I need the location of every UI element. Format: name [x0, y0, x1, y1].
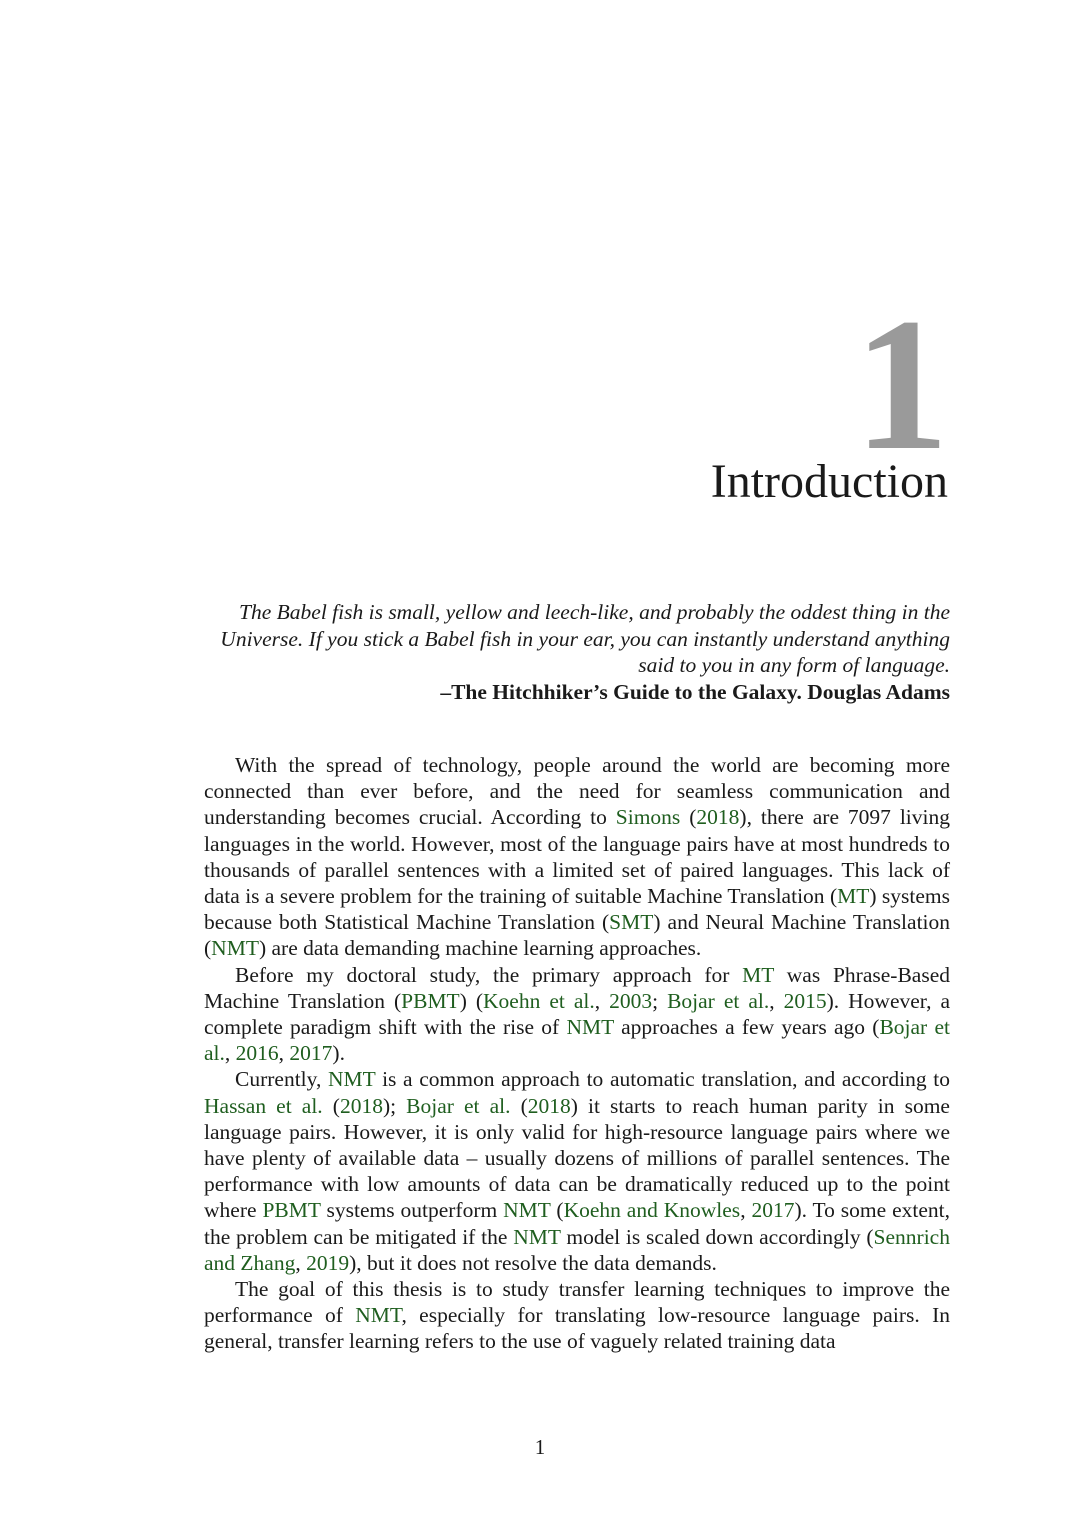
chapter-number: 1 — [854, 280, 945, 490]
body-text-run: Currently, — [235, 1067, 329, 1092]
body-text-run: ), but it does not resolve the data demands. — [349, 1250, 717, 1275]
citation-link[interactable]: 2003 — [609, 988, 653, 1013]
citation-link[interactable]: MT — [742, 962, 775, 987]
citation-link[interactable]: NMT — [328, 1067, 376, 1092]
citation-link[interactable]: 2018 — [527, 1093, 571, 1118]
body-text-run: ; — [652, 988, 668, 1013]
citation-link[interactable]: MT — [837, 884, 870, 909]
citation-link[interactable]: NMT — [355, 1303, 402, 1328]
body-text-run: ); — [382, 1093, 407, 1118]
body-text-run: systems outperform — [320, 1198, 504, 1223]
body-text-run: ( — [680, 805, 697, 830]
citation-link[interactable]: Bojar et al. — [406, 1093, 511, 1118]
body-text-run: , — [740, 1198, 752, 1223]
page-number: 1 — [534, 1435, 546, 1459]
body-text-run: Before my doctoral study, the primary approach for — [235, 962, 743, 987]
body-text-run: ) systems because both Statistical Machine Translation ( — [204, 884, 951, 935]
body-text — [204, 752, 950, 1355]
body-text-run: ). — [332, 1041, 345, 1066]
citation-link[interactable]: Simons — [615, 805, 681, 830]
body-text-run: , — [295, 1250, 307, 1275]
paragraph-4 — [204, 1276, 950, 1355]
body-text-run: ), there are 7097 living languages in the world. However, most of the language pairs have at most hundreds to thousands of parallel sentences with a limited set of paired languages. This lack of data is a severe problem for the training of suitable Machine Translation ( — [204, 805, 951, 909]
body-text-run: ( — [550, 1198, 564, 1223]
body-text-run: The goal of this thesis is to study transfer learning techniques to improve the performance of — [204, 1277, 950, 1328]
body-text-run: ) it starts to reach human parity in some language pairs. However, it is only valid for high-resource language pairs where we have plenty of available data – usually dozens of millions of parallel sentences. The performance with low amounts of data can be dramatically reduced up to the point where — [204, 1093, 950, 1223]
epigraph — [204, 599, 950, 705]
body-text-run: , especially for translating low-resource language pairs. In general, transfer learning refers to the use of vaguely related training data — [204, 1303, 950, 1354]
body-text-run: ( — [510, 1093, 528, 1118]
citation-link[interactable]: Bojar et al. — [204, 1015, 950, 1066]
body-text-run: ). To some extent, the problem can be mitigated if the — [204, 1198, 950, 1249]
body-text-run: model is scaled down accordingly ( — [560, 1224, 874, 1249]
citation-link[interactable]: PBMT — [262, 1198, 321, 1223]
citation-link[interactable]: 2017 — [751, 1198, 795, 1223]
citation-link[interactable]: 2016 — [235, 1041, 279, 1066]
citation-link[interactable]: Koehn and Knowles — [563, 1198, 741, 1223]
body-text-run: ). However, a complete paradigm shift with the rise of — [204, 988, 950, 1040]
citation-link[interactable]: Bojar et al. — [667, 988, 770, 1013]
body-text-run: , — [769, 988, 784, 1013]
body-text-run: With the spread of technology, people around the world are becoming more connected than ever before, and the need for seamless communication and understanding becomes crucial. According to — [204, 753, 950, 830]
body-text-run: , — [278, 1041, 290, 1066]
citation-link[interactable]: PBMT — [401, 988, 460, 1013]
body-text-run: approaches a few years ago ( — [613, 1015, 880, 1040]
body-text-run: ) are data demanding machine learning approaches. — [258, 936, 702, 961]
epigraph-quote: The Babel fish is small, yellow and leech-like, and probably the oddest thing in the Universe. If you stick a Babel fish in your ear, you can instantly understand anything said to you in any form of language. — [220, 600, 950, 677]
citation-link[interactable]: NMT — [211, 936, 259, 961]
chapter-title: Introduction — [710, 455, 948, 508]
citation-link[interactable]: NMT — [503, 1198, 551, 1223]
citation-link[interactable]: Koehn et al. — [483, 988, 595, 1013]
citation-link[interactable]: 2018 — [339, 1093, 383, 1118]
paragraph-3 — [204, 1066, 950, 1276]
epigraph-attribution: –The Hitchhiker’s Guide to the Galaxy. Douglas Adams — [440, 679, 950, 704]
citation-link[interactable]: SMT — [609, 910, 654, 935]
body-text-run: was Phrase-Based Machine Translation ( — [204, 962, 950, 1013]
citation-link[interactable]: 2018 — [696, 805, 740, 830]
paragraph-1 — [204, 752, 950, 962]
citation-link[interactable]: Hassan et al. — [204, 1093, 323, 1118]
body-text-run: ) and Neural Machine Translation ( — [204, 910, 951, 961]
citation-link[interactable]: 2017 — [289, 1041, 333, 1066]
citation-link[interactable]: NMT — [513, 1224, 561, 1249]
citation-link[interactable]: 2015 — [783, 988, 827, 1013]
paragraph-2 — [204, 962, 950, 1067]
citation-link[interactable]: 2019 — [306, 1250, 350, 1275]
body-text-run: , — [594, 988, 610, 1013]
body-text-run: ( — [322, 1093, 340, 1118]
body-text-run: is a common approach to automatic translation, and according to — [375, 1067, 950, 1092]
body-text-run: , — [224, 1041, 236, 1066]
body-text-run: ) ( — [459, 988, 484, 1013]
citation-link[interactable]: Sennrich and Zhang — [204, 1224, 950, 1275]
citation-link[interactable]: NMT — [566, 1015, 614, 1040]
